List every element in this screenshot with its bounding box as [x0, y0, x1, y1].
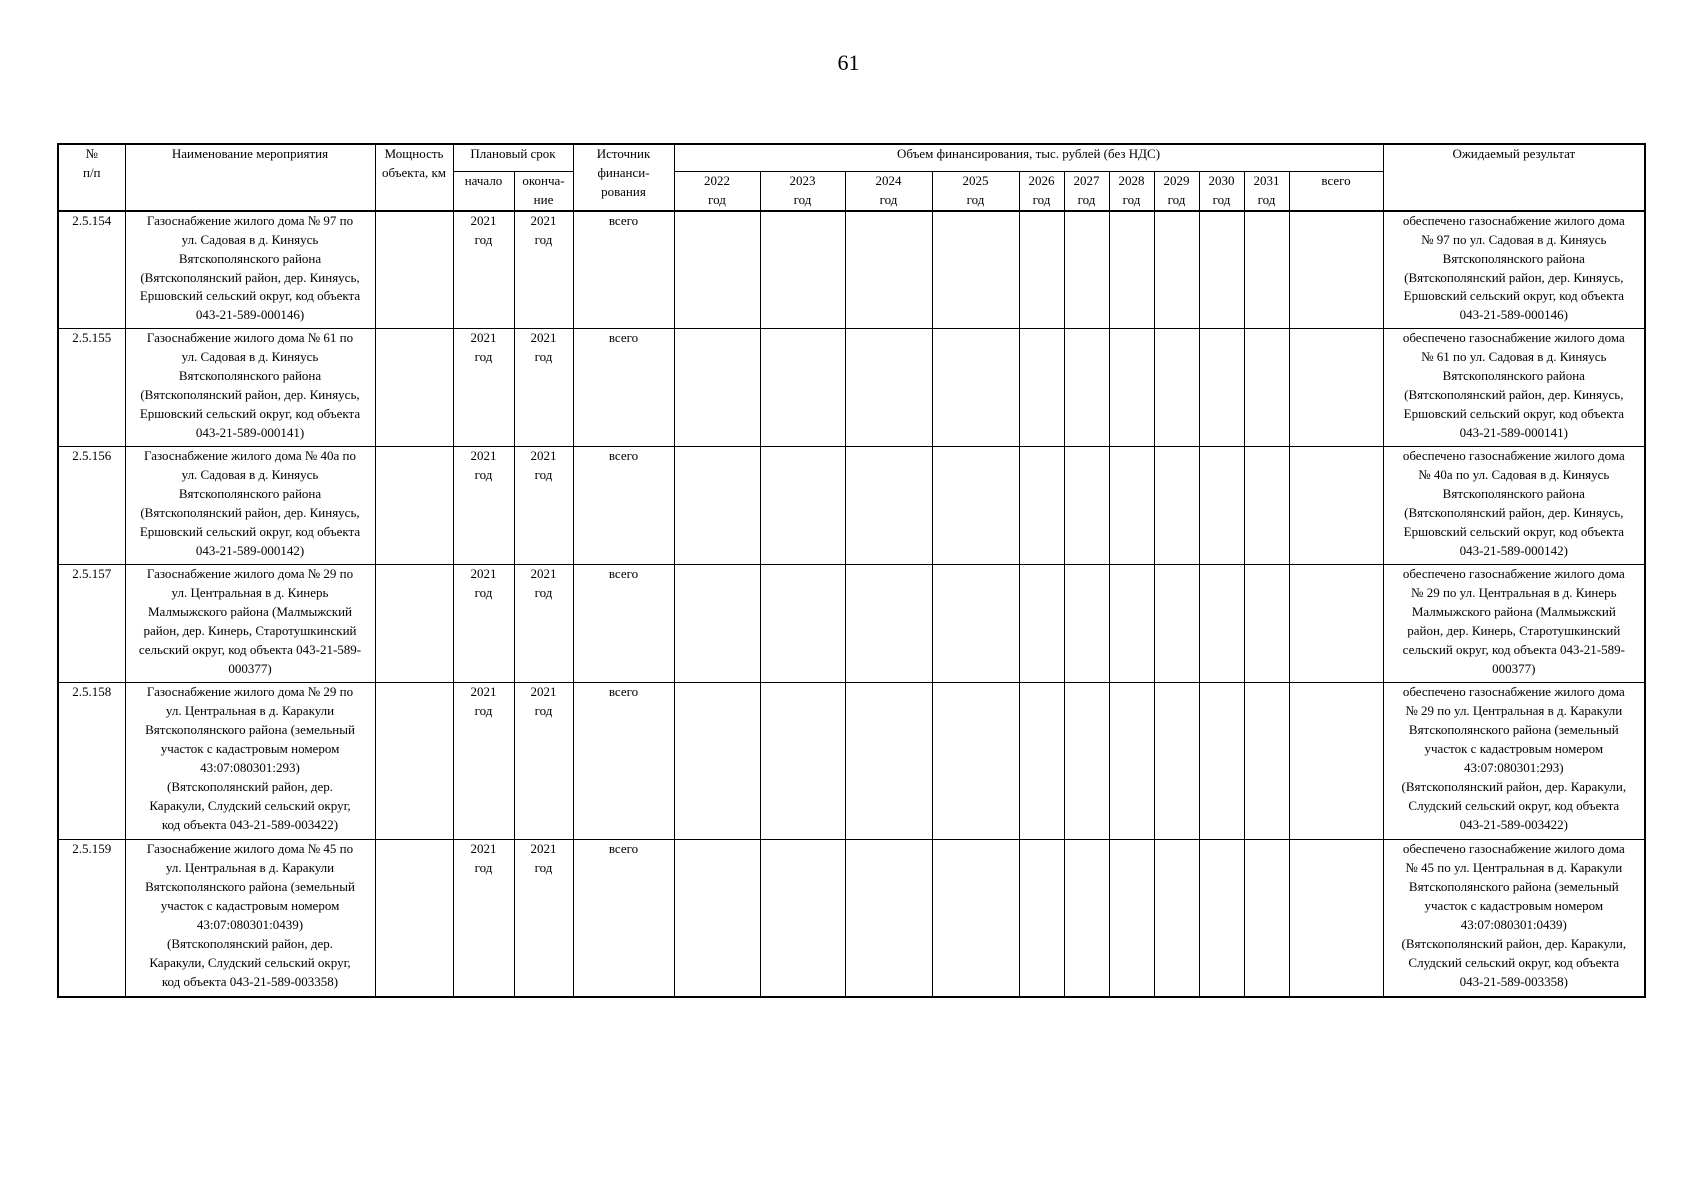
table-row	[58, 840, 1645, 997]
cell-power	[375, 565, 453, 683]
table-row	[58, 211, 1645, 329]
cell-num: 2.5.155	[58, 329, 125, 447]
header-year: 2028 год	[1109, 172, 1154, 211]
cell-amount	[1244, 565, 1289, 683]
cell-end: 2021 год	[514, 840, 573, 997]
header-year: 2024 год	[845, 172, 932, 211]
header-year: 2027 год	[1064, 172, 1109, 211]
cell-num: 2.5.156	[58, 447, 125, 565]
table-row	[58, 329, 1645, 447]
cell-amount	[1199, 447, 1244, 565]
cell-amount	[1289, 447, 1383, 565]
cell-power	[375, 329, 453, 447]
header-source: Источник финанси- рования	[573, 144, 674, 211]
cell-source: всего	[573, 565, 674, 683]
cell-result: обеспечено газоснабжение жилого дома № 40а по ул. Садовая в д. Киняусь Вятскополянского района (Вятскополянский район, дер. Киняусь, Ершовский сельский округ, код объекта 043-21-589-000142)	[1383, 447, 1645, 565]
cell-amount	[845, 211, 932, 329]
cell-amount	[1289, 565, 1383, 683]
header-year: 2029 год	[1154, 172, 1199, 211]
header-year: 2026 год	[1019, 172, 1064, 211]
cell-start: 2021 год	[453, 329, 514, 447]
cell-amount	[1109, 565, 1154, 683]
cell-amount	[1064, 683, 1109, 840]
cell-result: обеспечено газоснабжение жилого дома № 61 по ул. Садовая в д. Киняусь Вятскополянского района (Вятскополянский район, дер. Киняусь, Ершовский сельский округ, код объекта 043-21-589-000141)	[1383, 329, 1645, 447]
cell-amount	[1109, 329, 1154, 447]
cell-name: Газоснабжение жилого дома № 97 по ул. Садовая в д. Киняусь Вятскополянского района (Вятскополянский район, дер. Киняусь, Ершовский сельский округ, код объекта 043-21-589-000146)	[125, 211, 375, 329]
cell-amount	[674, 211, 760, 329]
cell-start: 2021 год	[453, 565, 514, 683]
cell-name: Газоснабжение жилого дома № 29 по ул. Центральная в д. Кинерь Малмыжского района (Малмыжский район, дер. Кинерь, Старотушкинский сельский округ, код объекта 043-21-589- 000377)	[125, 565, 375, 683]
cell-amount	[932, 329, 1019, 447]
cell-power	[375, 840, 453, 997]
cell-end: 2021 год	[514, 329, 573, 447]
page-number: 61	[837, 50, 860, 75]
cell-end: 2021 год	[514, 565, 573, 683]
cell-start: 2021 год	[453, 840, 514, 997]
cell-amount	[1019, 840, 1064, 997]
cell-amount	[932, 565, 1019, 683]
cell-source: всего	[573, 840, 674, 997]
cell-start: 2021 год	[453, 447, 514, 565]
cell-amount	[932, 447, 1019, 565]
financing-table	[57, 143, 1646, 998]
cell-amount	[674, 565, 760, 683]
cell-name: Газоснабжение жилого дома № 29 по ул. Центральная в д. Каракули Вятскополянского района (земельный участок с кадастровым номером 43:07:080301:293) (Вятскополянский район, дер. Каракули, Слудский сельский округ, код объекта 043-21-589-003422)	[125, 683, 375, 840]
cell-amount	[845, 447, 932, 565]
cell-amount	[1154, 211, 1199, 329]
cell-amount	[1199, 329, 1244, 447]
cell-amount	[1244, 683, 1289, 840]
cell-amount	[1064, 447, 1109, 565]
cell-num: 2.5.154	[58, 211, 125, 329]
cell-amount	[1289, 211, 1383, 329]
header-result: Ожидаемый результат	[1383, 144, 1645, 211]
cell-num: 2.5.157	[58, 565, 125, 683]
cell-amount	[1064, 211, 1109, 329]
cell-amount	[1154, 447, 1199, 565]
cell-amount	[1064, 565, 1109, 683]
cell-amount	[760, 447, 845, 565]
cell-amount	[1109, 447, 1154, 565]
cell-amount	[845, 329, 932, 447]
cell-amount	[1064, 329, 1109, 447]
header-start: начало	[453, 172, 514, 211]
cell-source: всего	[573, 683, 674, 840]
cell-amount	[760, 565, 845, 683]
cell-amount	[674, 683, 760, 840]
header-year: 2023 год	[760, 172, 845, 211]
cell-amount	[760, 840, 845, 997]
cell-amount	[1019, 565, 1064, 683]
cell-end: 2021 год	[514, 211, 573, 329]
cell-name: Газоснабжение жилого дома № 61 по ул. Садовая в д. Киняусь Вятскополянского района (Вятскополянский район, дер. Киняусь, Ершовский сельский округ, код объекта 043-21-589-000141)	[125, 329, 375, 447]
cell-amount	[1199, 683, 1244, 840]
cell-amount	[1199, 565, 1244, 683]
cell-num: 2.5.159	[58, 840, 125, 997]
cell-amount	[1154, 329, 1199, 447]
cell-amount	[760, 329, 845, 447]
cell-name: Газоснабжение жилого дома № 40а по ул. Садовая в д. Киняусь Вятскополянского района (Вятскополянский район, дер. Киняусь, Ершовский сельский округ, код объекта 043-21-589-000142)	[125, 447, 375, 565]
cell-amount	[1019, 211, 1064, 329]
cell-result: обеспечено газоснабжение жилого дома № 97 по ул. Садовая в д. Киняусь Вятскополянского района (Вятскополянский район, дер. Киняусь, Ершовский сельский округ, код объекта 043-21-589-000146)	[1383, 211, 1645, 329]
cell-amount	[845, 683, 932, 840]
cell-amount	[1154, 565, 1199, 683]
cell-source: всего	[573, 447, 674, 565]
cell-amount	[1109, 840, 1154, 997]
cell-result: обеспечено газоснабжение жилого дома № 45 по ул. Центральная в д. Каракули Вятскополянского района (земельный участок с кадастровым номером 43:07:080301:0439) (Вятскополянский район, дер. Каракули, Слудский сельский округ, код объекта 043-21-589-003358)	[1383, 840, 1645, 997]
cell-power	[375, 683, 453, 840]
header-end: оконча- ние	[514, 172, 573, 211]
cell-amount	[1289, 329, 1383, 447]
cell-amount	[1244, 840, 1289, 997]
cell-power	[375, 211, 453, 329]
cell-start: 2021 год	[453, 683, 514, 840]
cell-amount	[1244, 447, 1289, 565]
cell-source: всего	[573, 211, 674, 329]
cell-amount	[1244, 329, 1289, 447]
cell-amount	[1109, 211, 1154, 329]
header-total: всего	[1289, 172, 1383, 211]
cell-amount	[674, 329, 760, 447]
header-year: 2031 год	[1244, 172, 1289, 211]
header-num: № п/п	[58, 144, 125, 211]
cell-result: обеспечено газоснабжение жилого дома № 29 по ул. Центральная в д. Каракули Вятскополянского района (земельный участок с кадастровым номером 43:07:080301:293) (Вятскополянский район, дер. Каракули, Слудский сельский округ, код объекта 043-21-589-003422)	[1383, 683, 1645, 840]
cell-amount	[845, 840, 932, 997]
cell-amount	[1019, 447, 1064, 565]
header-year: 2030 год	[1199, 172, 1244, 211]
cell-amount	[1019, 329, 1064, 447]
cell-start: 2021 год	[453, 211, 514, 329]
table-row	[58, 447, 1645, 565]
cell-amount	[1289, 683, 1383, 840]
cell-amount	[1019, 683, 1064, 840]
header-planned-term: Плановый срок	[453, 144, 573, 172]
cell-amount	[1109, 683, 1154, 840]
table-row	[58, 565, 1645, 683]
header-volume: Объем финансирования, тыс. рублей (без НДС)	[674, 144, 1383, 172]
cell-amount	[932, 211, 1019, 329]
cell-source: всего	[573, 329, 674, 447]
cell-amount	[674, 840, 760, 997]
cell-name: Газоснабжение жилого дома № 45 по ул. Центральная в д. Каракули Вятскополянского района (земельный участок с кадастровым номером 43:07:080301:0439) (Вятскополянский район, дер. Каракули, Слудский сельский округ, код объекта 043-21-589-003358)	[125, 840, 375, 997]
cell-end: 2021 год	[514, 683, 573, 840]
cell-amount	[1064, 840, 1109, 997]
header-name: Наименование мероприятия	[125, 144, 375, 211]
header-power: Мощность объекта, км	[375, 144, 453, 211]
header-year: 2025 год	[932, 172, 1019, 211]
cell-amount	[1199, 840, 1244, 997]
cell-amount	[1154, 840, 1199, 997]
cell-amount	[760, 211, 845, 329]
table-row	[58, 683, 1645, 840]
cell-amount	[1199, 211, 1244, 329]
cell-amount	[674, 447, 760, 565]
cell-num: 2.5.158	[58, 683, 125, 840]
cell-power	[375, 447, 453, 565]
cell-amount	[1154, 683, 1199, 840]
cell-amount	[1244, 211, 1289, 329]
cell-amount	[845, 565, 932, 683]
cell-result: обеспечено газоснабжение жилого дома № 29 по ул. Центральная в д. Кинерь Малмыжского района (Малмыжский район, дер. Кинерь, Старотушкинский сельский округ, код объекта 043-21-589- 000377)	[1383, 565, 1645, 683]
cell-amount	[932, 683, 1019, 840]
cell-amount	[1289, 840, 1383, 997]
cell-amount	[932, 840, 1019, 997]
cell-end: 2021 год	[514, 447, 573, 565]
cell-amount	[760, 683, 845, 840]
header-year: 2022 год	[674, 172, 760, 211]
